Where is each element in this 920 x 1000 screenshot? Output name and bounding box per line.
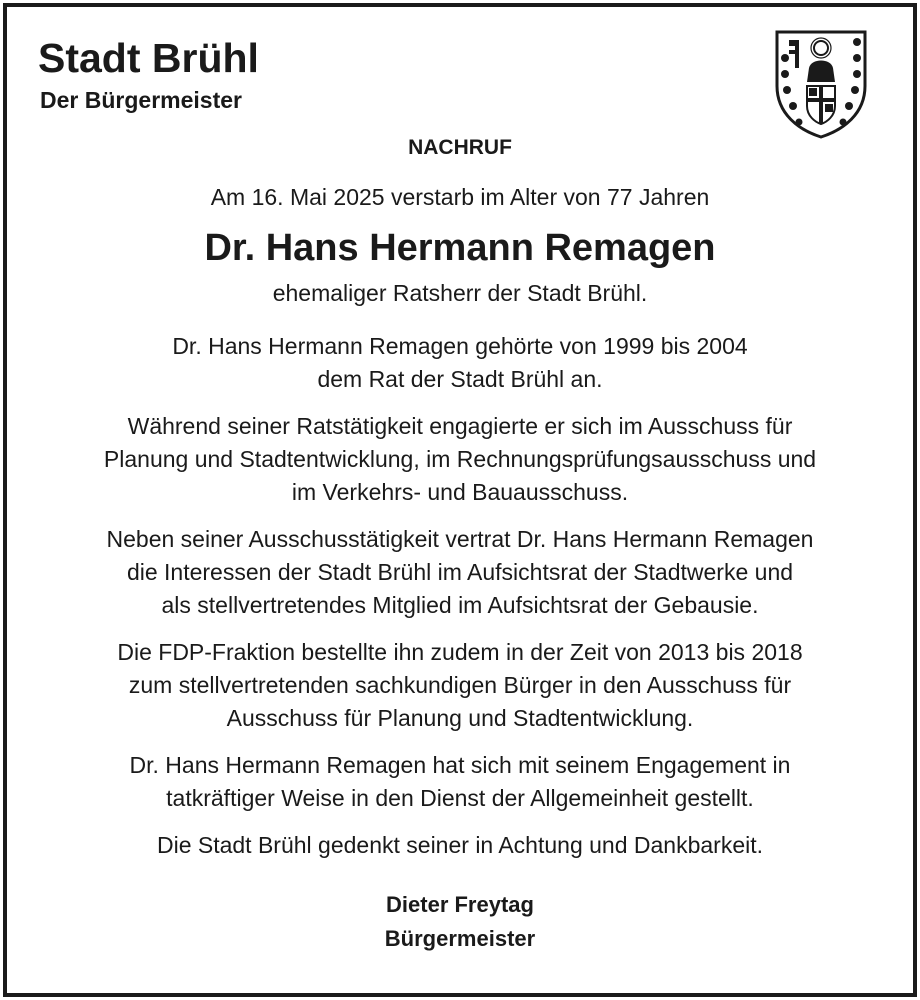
paragraph-line: Planung und Stadtentwicklung, im Rechnungsprüfungsausschuss und (103, 446, 817, 472)
paragraph-line: Die FDP-Fraktion bestellte ihn zudem in der Zeit von 2013 bis 2018 (117, 639, 803, 665)
paragraph-line: Während seiner Ratstätigkeit engagierte er sich im Ausschuss für (127, 413, 793, 439)
paragraph-line: Dr. Hans Hermann Remagen hat sich mit seinem Engagement in (129, 752, 791, 778)
notice-body (0, 128, 920, 956)
paragraph-line: die Interessen der Stadt Brühl im Aufsichtsrat der Stadtwerke und (126, 559, 794, 585)
paragraph-supervisory-boards (0, 523, 920, 622)
org-subtitle: Der Bürgermeister (40, 87, 242, 113)
paragraph-line: dem Rat der Stadt Brühl an. (317, 366, 603, 392)
paragraph-line: im Verkehrs- und Bauausschuss. (291, 479, 629, 505)
paragraph-line: Dr. Hans Hermann Remagen gehörte von 1999 bis 2004 (172, 333, 748, 359)
deceased-name: Dr. Hans Hermann Remagen (204, 227, 716, 269)
signatory-title: Bürgermeister (384, 926, 536, 951)
org-title: Stadt Brühl (38, 35, 259, 81)
paragraph-line: als stellvertretendes Mitglied im Aufsichtsrat der Gebausie. (161, 592, 759, 618)
notice-intro: Am 16. Mai 2025 verstarb im Alter von 77 Jahren (210, 184, 710, 210)
paragraph-fdp-appointment (0, 636, 920, 735)
paragraph-remembrance (0, 829, 920, 862)
paragraph-line: Neben seiner Ausschusstätigkeit vertrat Dr. Hans Hermann Remagen (106, 526, 814, 552)
paragraph-committees (0, 410, 920, 509)
paragraph-line: tatkräftiger Weise in den Dienst der Allgemeinheit gestellt. (166, 785, 754, 811)
paragraph-line: zum stellvertretenden sachkundigen Bürger in den Ausschuss für (128, 672, 792, 698)
deceased-role: ehemaliger Ratsherr der Stadt Brühl. (272, 280, 648, 306)
notice-heading: NACHRUF (408, 136, 512, 159)
signatory-name: Dieter Freytag (386, 892, 534, 917)
paragraph-engagement (0, 749, 920, 815)
paragraph-line: Ausschuss für Planung und Stadtentwicklung. (226, 705, 694, 731)
coat-of-arms-icon (773, 28, 869, 140)
paragraph-line: Die Stadt Brühl gedenkt seiner in Achtung und Dankbarkeit. (156, 832, 764, 858)
paragraph-council-membership (0, 330, 920, 396)
signature-block (0, 888, 920, 956)
